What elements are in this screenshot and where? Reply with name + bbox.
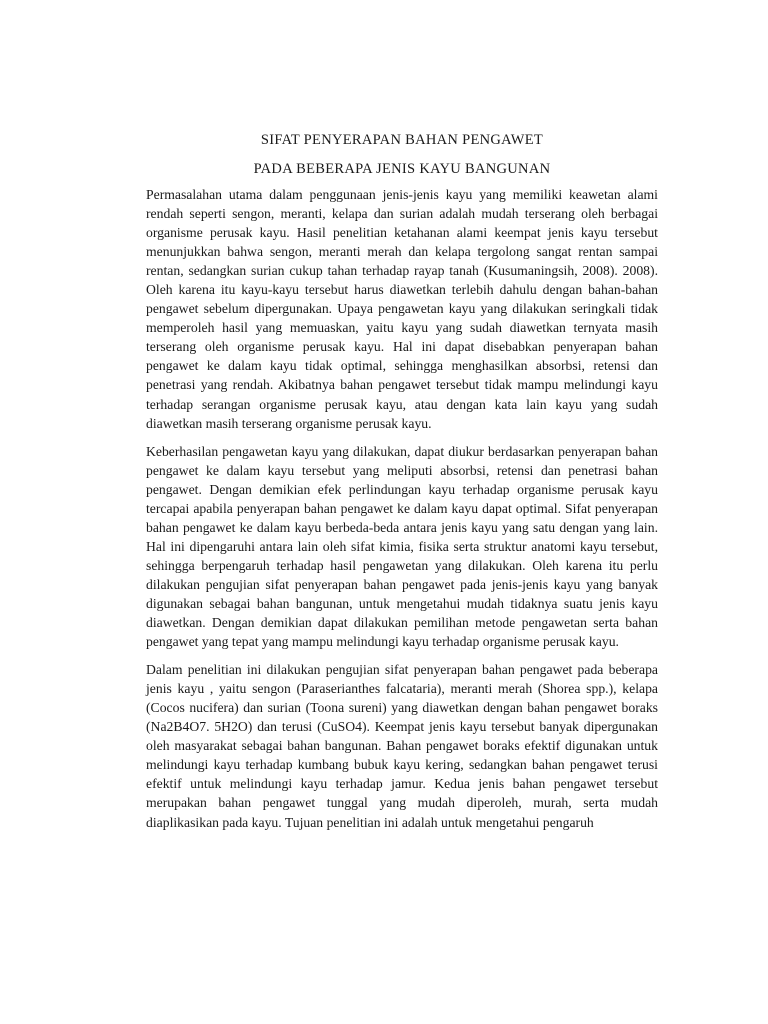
document-page (146, 131, 658, 841)
document-title-line-1: SIFAT PENYERAPAN BAHAN PENGAWET (260, 132, 544, 148)
paragraph-1: Permasalahan utama dalam penggunaan jenis-jenis kayu yang memiliki keawetan alami rendah seperti sengon, meranti, kelapa dan surian adalah mudah terserang oleh berbagai organisme perusak kayu. Hasil penelitian ketahanan alami keempat jenis kayu tersebut menunjukkan bahwa sengon, meranti merah dan kelapa tergolong sangat rentan sampai rentan, sedangkan surian cukup tahan terhadap rayap tanah (Kusumaningsih, 2008). 2008). Oleh karena itu kayu-kayu tersebut harus diawetkan terlebih dahulu dengan bahan-bahan pengawet sebelum dipergunakan. Upaya pengawetan kayu yang dilakukan seringkali tidak memperoleh hasil yang memuaskan, yaitu kayu yang sudah diawetkan ternyata masih terserang oleh organisme perusak kayu. Hal ini dapat disebabkan penyerapan bahan pengawet ke dalam kayu tidak optimal, sehingga menghasilkan absorbsi, retensi dan penetrasi yang rendah. Akibatnya bahan pengawet tersebut tidak mampu melindungi kayu terhadap serangan organisme perusak kayu, atau dengan kata lain kayu yang sudah diawetkan masih terserang organisme perusak kayu. (146, 187, 658, 431)
document-title-line-2: PADA BEBERAPA JENIS KAYU BANGUNAN (253, 161, 551, 177)
paragraph-3: Dalam penelitian ini dilakukan pengujian sifat penyerapan bahan pengawet pada beberapa jenis kayu , yaitu sengon (Paraserianthes falcataria), meranti merah (Shorea spp.), kelapa (Cocos nucifera) dan surian (Toona sureni) yang diawetkan dengan bahan pengawet boraks (Na2B4O7. 5H2O) dan terusi (CuSO4). Keempat jenis kayu tersebut banyak dipergunakan oleh masyarakat sebagai bahan bangunan. Bahan pengawet boraks efektif digunakan untuk melindungi kayu terhadap kumbang bubuk kayu kering, sedangkan bahan pengawet terusi efektif untuk melindungi kayu terhadap jamur. Kedua jenis bahan pengawet tersebut merupakan bahan pengawet tunggal yang mudah diperoleh, murah, serta mudah diaplikasikan pada kayu. Tujuan penelitian ini adalah untuk mengetahui pengaruh (146, 662, 658, 830)
paragraph-2: Keberhasilan pengawetan kayu yang dilakukan, dapat diukur berdasarkan penyerapan bahan pengawet ke dalam kayu tersebut yang meliputi absorbsi, retensi dan penetrasi bahan pengawet. Dengan demikian efek perlindungan kayu terhadap organisme perusak kayu tercapai apabila penyerapan bahan pengawet ke dalam kayu dapat optimal. Sifat penyerapan bahan pengawet ke dalam kayu berbeda-beda antara jenis kayu yang satu dengan yang lain. Hal ini dipengaruhi antara lain oleh sifat kimia, fisika serta struktur anatomi kayu tersebut, sehingga berpengaruh terhadap hasil pengawetan yang dilakukan. Oleh karena itu perlu dilakukan pengujian sifat penyerapan bahan pengawet pada jenis-jenis kayu yang banyak digunakan sebagai bahan bangunan, untuk mengetahui mudah tidaknya suatu jenis kayu diawetkan. Dengan demikian dapat dilakukan pemilihan metode pengawetan serta bahan pengawet yang tepat yang mampu melindungi kayu terhadap organisme perusak kayu. (146, 443, 658, 650)
